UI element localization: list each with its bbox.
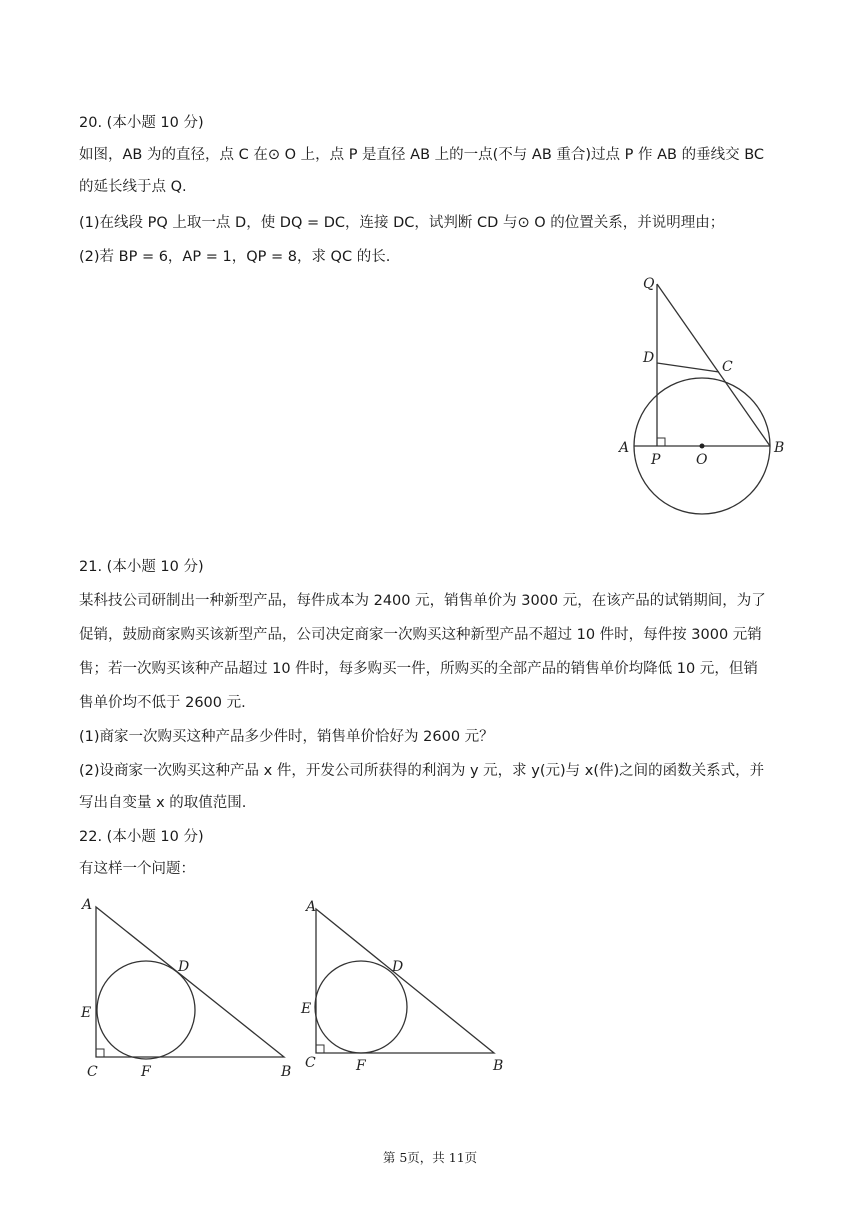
label-f: F (356, 1058, 366, 1074)
q21-part2-line2: 写出自变量 x 的取值范围. (79, 795, 247, 811)
segment-dc (657, 363, 719, 372)
right-angle-mark (316, 1045, 324, 1053)
q22-triangle-figure-1 (78, 895, 298, 1085)
label-a: A (82, 897, 93, 913)
label-o: O (696, 452, 708, 468)
q20-stem-line1: 如图，AB 为的直径，点 C 在⊙ O 上，点 P 是直径 AB 上的一点(不与 AB 重合)过点 P 作 AB 的垂线交 BC (79, 147, 765, 163)
q21-part2-line1: (2)设商家一次购买这种产品 x 件，开发公司所获得的利润为 y 元，求 y(元)与 x(件)之间的函数关系式，并 (79, 763, 765, 779)
q22-header: 22. (本小题 10 分) (79, 829, 204, 845)
label-b: B (774, 440, 785, 456)
label-f: F (141, 1064, 151, 1080)
label-q: Q (643, 276, 655, 292)
triangle-acb (316, 909, 494, 1053)
right-angle-mark (96, 1049, 104, 1057)
q20-part2: (2)若 BP = 6，AP = 1，QP = 8，求 QC 的长. (79, 249, 391, 265)
label-c: C (722, 359, 733, 375)
label-b: B (493, 1058, 504, 1074)
q21-stem-line4: 售单价均不低于 2600 元. (79, 695, 246, 711)
q21-stem-line3: 售；若一次购买该种产品超过 10 件时，每多购买一件，所购买的全部产品的销售单价均降低 10 元，但销 (79, 661, 758, 677)
label-c: C (87, 1064, 98, 1080)
inscribed-circle (97, 961, 195, 1059)
label-a: A (619, 440, 630, 456)
label-d: D (392, 959, 404, 975)
q21-stem-line2: 促销，鼓励商家购买该新型产品，公司决定商家一次购买这种新型产品不超过 10 件时，每件按 3000 元销 (79, 627, 762, 643)
label-a: A (306, 899, 317, 915)
q20-part1: (1)在线段 PQ 上取一点 D，使 DQ = DC，连接 DC，试判断 CD 与⊙ O 的位置关系，并说明理由； (79, 215, 725, 231)
center-dot (700, 444, 705, 449)
label-e: E (301, 1001, 312, 1017)
triangle-acb (96, 907, 284, 1057)
label-p: P (651, 452, 661, 468)
label-b: B (281, 1064, 292, 1080)
label-d: D (643, 350, 655, 366)
q20-stem-line2: 的延长线于点 Q. (79, 179, 187, 195)
q22-triangle-figure-2 (298, 895, 518, 1085)
q22-stem: 有这样一个问题： (79, 861, 195, 877)
label-c: C (305, 1055, 316, 1071)
label-d: D (178, 959, 190, 975)
q21-header: 21. (本小题 10 分) (79, 559, 204, 575)
q20-circle-figure (610, 270, 790, 532)
right-angle-mark (657, 438, 665, 446)
page-footer: 第 5页，共 11页 (382, 1150, 478, 1165)
q21-part1: (1)商家一次购买这种产品多少件时，销售单价恰好为 2600 元？ (79, 729, 494, 745)
label-e: E (81, 1005, 92, 1021)
q21-stem-line1: 某科技公司研制出一种新型产品，每件成本为 2400 元，销售单价为 3000 元，在该产品的试销期间，为了 (79, 593, 766, 609)
q20-header: 20. (本小题 10 分) (79, 115, 204, 131)
